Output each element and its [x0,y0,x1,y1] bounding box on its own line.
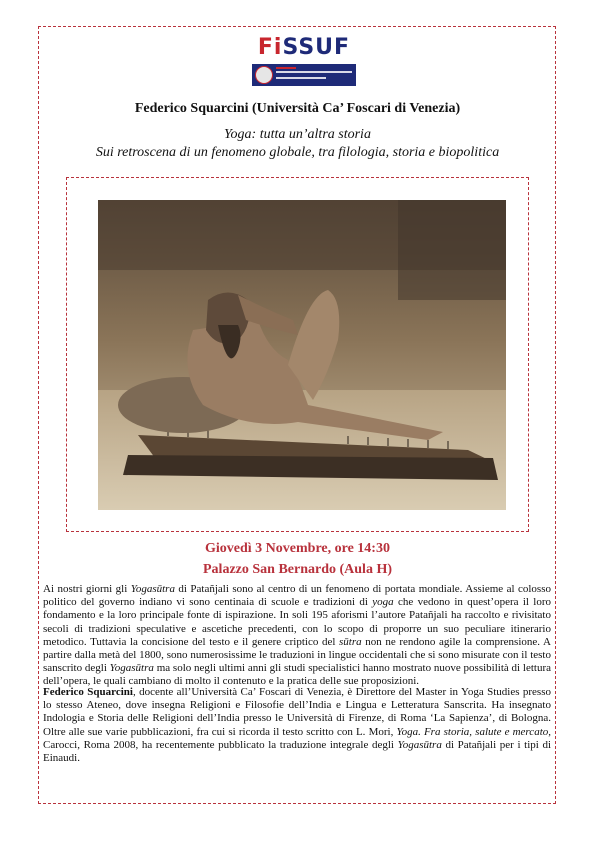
p1-text-run: ma solo negli ultimi anni gli studi specialistici hanno mostrato nuove possibilità di lettura dell’opera, le quali cambiano di molto il contenuto e la pratica delle sue proposizioni. [43,662,551,688]
speaker-bio-paragraph [43,686,551,765]
event-date: Giovedì 3 Novembre, ore 14:30 [205,541,390,556]
p1-text-run: yoga [372,596,394,609]
talk-title: Yoga: tutta un’altra storia [224,127,371,142]
p2-text-run: Yoga. Fra storia, salute e mercato [396,725,549,738]
p2-text-run: di Patañjali per i tipi di Einaudi. [43,738,551,765]
p2-text-run: , docente all’Università Ca’ Foscari di Venezia, è Direttore del Master in Yoga Studies presso lo stesso Ateneo, dove insegna Religioni e Filosofie dell’India e Lingua e Letteratura Sanscrita. Ha insegnato Indologia e Storia delle Religioni dell’India presso le Università di Firenze, di Roma ‘La Sapienza’, di Bologna. Oltre alle sue varie pubblicazioni, fra cui si ricorda il testo scritto con L. Mori, [43,686,551,738]
event-venue: Palazzo San Bernardo (Aula H) [203,562,392,577]
fissuf-logo [252,36,356,86]
p2-text-run: , Carocci, Roma 2008, ha recentemente pubblicato la traduzione integrale degli [43,725,551,751]
university-seal-icon [255,66,273,84]
p1-text-run: sūtra [339,635,362,648]
p1-text-run: che vedono in quest’opera il loro fondamento e la loro principale fonte di ispirazione. In soli 195 aforismi l’autore Patañjali ha raccolto e rivisitato secoli di tradizioni speculative e ascetiche precedenti, con lo scopo di proporre un suo peculiare itinerario metodico. Tuttavia la concisione del testo e il genere criptico del [43,596,551,648]
logo-wordmark: FiSSUF [257,35,351,60]
p1-text-run: Yogasūtra [109,662,154,675]
p2-text-run: Federico Squarcini [43,686,133,698]
talk-subtitle: Sui retroscena di un fenomeno globale, tra filologia, storia e biopolitica [95,145,500,160]
p1-text-run: Ai nostri giorni gli [43,583,131,595]
ascetic-photo [98,200,506,510]
p1-text-run: non ne rendono agile la comprensione. A partire dalla metà del 1800, sono numerosissime le traduzioni in lingue occidentali che si sono misurate con il testo sanscrito degli [43,635,551,675]
p1-text-run: di Patañjali sono al centro di un fenomeno di portata mondiale. Assieme al colosso politico del governo indiano vi sono centinaia di scuole e tradizioni di [43,583,551,609]
description-paragraph [43,583,551,689]
p2-text-run: Yogasūtra [397,738,442,751]
speaker-heading: Federico Squarcini (Università Ca’ Foscari di Venezia) [134,101,461,116]
p1-text-run: Yogasūtra [130,583,175,595]
